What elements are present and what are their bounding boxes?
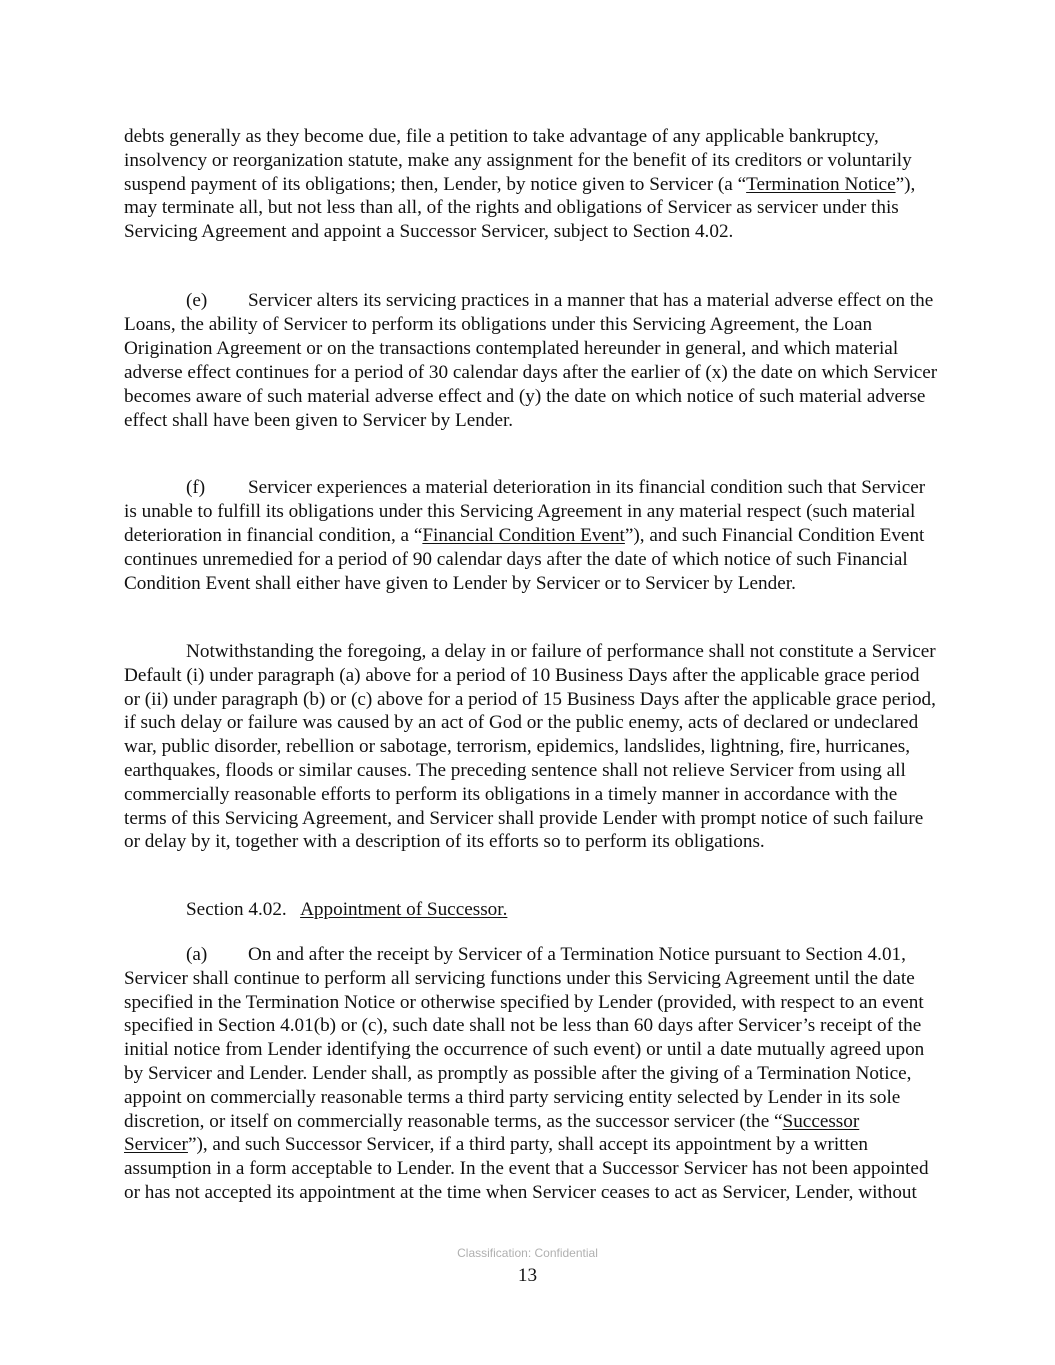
paragraph-e-servicing-practices: [124, 289, 939, 433]
paragraph-notwithstanding: [124, 640, 939, 854]
paragraph-text: On and after the receipt by Servicer of a Termination Notice pursuant to Section 4.01, Servicer shall continue to perform all servicing functions under this Servicing Agreement until the date specified in the Termination Notice or otherwise specified by Lender (provided, with respect to an event specified in Section 4.01(b) or (c), such date shall not be less than 60 days after Servicer’s receipt of the initial notice from Lender identifying the occurrence of such event) or until a date mutually agreed upon by Servicer and Lender. Lender shall, as promptly as possible after the giving of a Termination Notice, appoint on commercially reasonable terms a third party servicing entity selected by Lender in its sole discretion, or itself on commercially reasonable terms, as the successor servicer (the “: [124, 944, 925, 1132]
paragraph-text: debts generally as they become due, file a petition to take advantage of any applicable bankruptcy, insolvency or reorganization statute, make any assignment for the benefit of its creditors or voluntarily suspend payment of its obligations; then, Lender, by notice given to Servicer (a “: [124, 126, 912, 195]
section-title: Appointment of Successor.: [300, 899, 508, 920]
page-number: 13: [517, 1265, 538, 1286]
section-heading: [124, 898, 939, 922]
paragraph-a-appointment: [124, 943, 939, 1205]
defined-term: Financial Condition Event: [422, 525, 625, 546]
section-number: Section 4.02.: [186, 899, 287, 920]
classification-label: Classification: Confidential: [457, 1246, 598, 1260]
paragraph-label: (f): [186, 477, 206, 498]
paragraph-label: (e): [186, 290, 208, 311]
paragraph-text: Servicer experiences a material deterioration in its financial condition such that Servicer is unable to fulfill its obligations under this Servicing Agreement in any material respect (such material deterioration in financial condition, a “: [124, 477, 926, 546]
defined-term: Successor Servicer: [124, 1110, 860, 1156]
paragraph-text: Notwithstanding the foregoing, a delay in or failure of performance shall not constitute a Servicer Default (i) under paragraph (a) above for a period of 10 Business Days after the applicable grace period or (ii) under paragraph (b) or (c) above for a period of 15 Business Days after the applicable grace period, if such delay or failure was caused by an act of God or the public enemy, acts of declared or undeclared war, public disorder, rebellion or sabotage, terrorism, epidemics, landslides, lightning, fire, hurricanes, earthquakes, floods or similar causes. The preceding sentence shall not relieve Servicer from using all commercially reasonable efforts to perform its obligations in a timely manner in accordance with the terms of this Servicing Agreement, and Servicer shall provide Lender with prompt notice of such failure or delay by it, together with a description of its efforts so to perform its obligations.: [124, 641, 936, 853]
paragraph-f-financial-condition: [124, 476, 939, 596]
paragraph-text: Servicer alters its servicing practices in a manner that has a material adverse effect on the Loans, the ability of Servicer to perform its obligations under this Servicing Agreement, the Loan Origination Agreement or on the transactions contemplated hereunder in general, and which material adverse effect continues for a period of 30 calendar days after the earlier of (x) the date on which Servicer becomes aware of such material adverse effect and (y) the date on which notice of such material adverse effect shall have been given to Servicer by Lender.: [124, 290, 938, 431]
paragraph-text: ”), and such Successor Servicer, if a third party, shall accept its appointment by a written assumption in a form acceptable to Lender. In the event that a Successor Servicer has not been appointed or has not accepted its appointment at the time when Servicer ceases to act as Servicer, Lender, without: [124, 1134, 929, 1203]
defined-term: Termination Notice: [746, 173, 896, 195]
paragraph-text: ”), may terminate all, but not less than all, of the rights and obligations of Servicer as servicer under this Servicing Agreement and appoint a Successor Servicer, subject to Section 4.02.: [124, 173, 916, 243]
paragraph-text: ”), and such Financial Condition Event continues unremedied for a period of 90 calendar days after the date of which notice of such Financial Condition Event shall either have given to Lender by Servicer or to Servicer by Lender.: [124, 525, 925, 594]
paragraph-termination-notice: [124, 125, 939, 244]
paragraph-label: (a): [186, 944, 208, 965]
